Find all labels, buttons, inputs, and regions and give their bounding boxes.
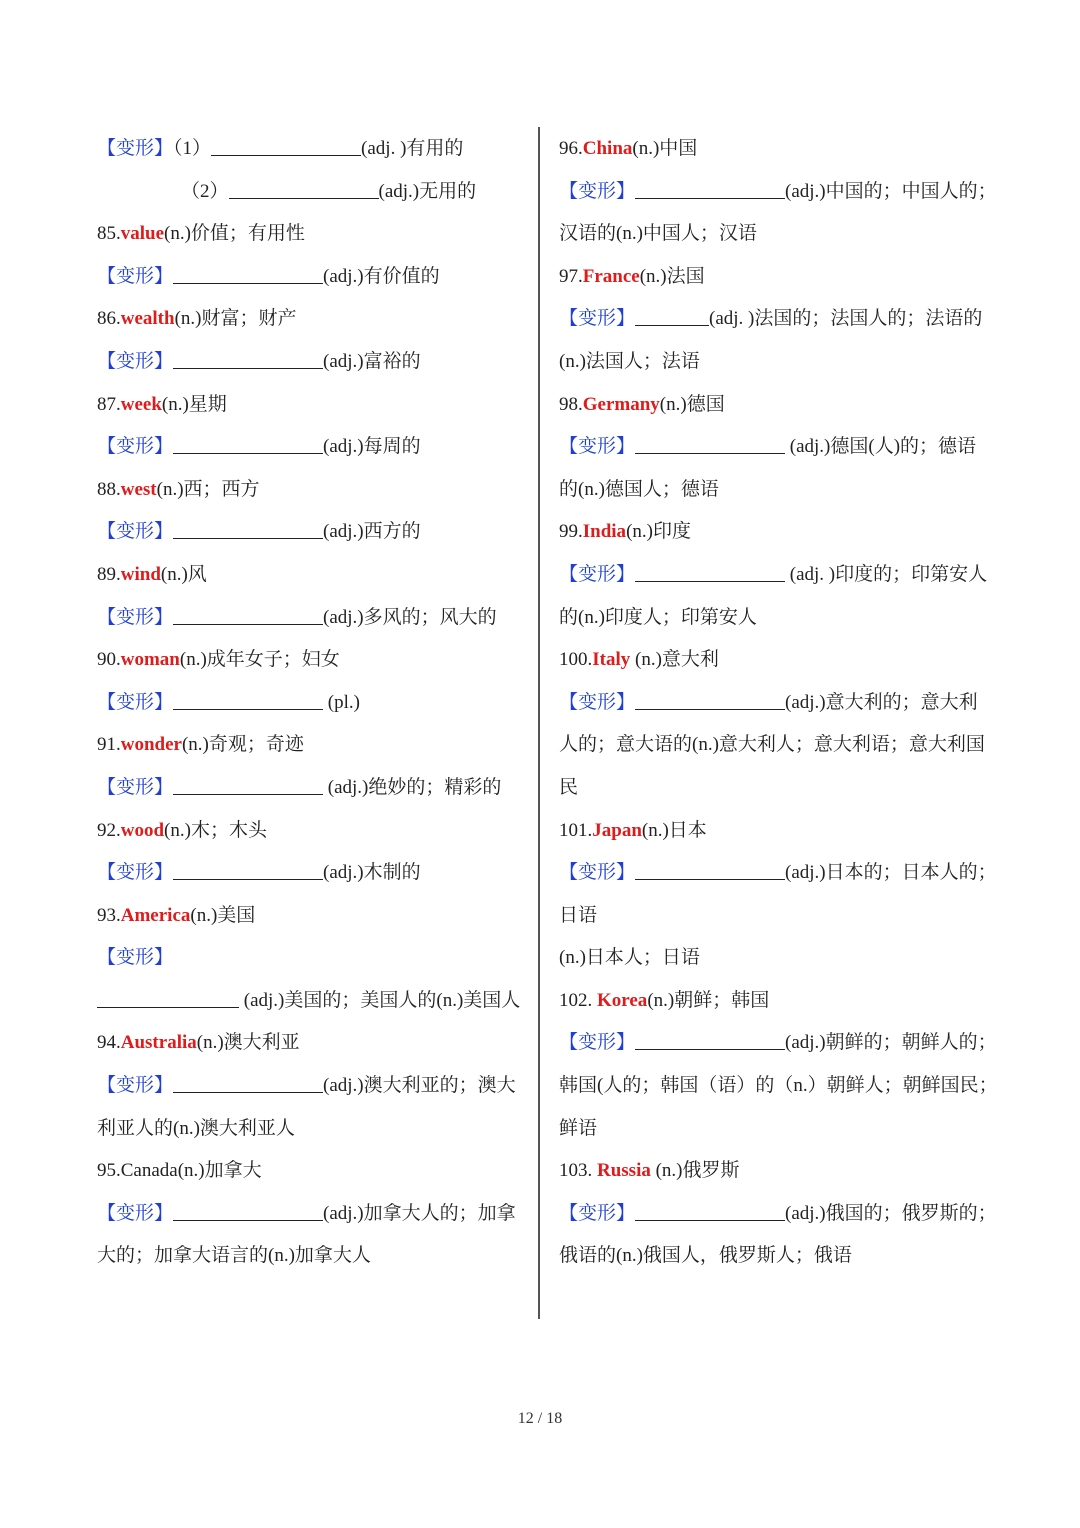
line-text: 民 — [559, 776, 579, 798]
entry-number: 91. — [97, 734, 121, 756]
vocab-word: Korea — [597, 989, 648, 1011]
entry-number: 100. — [559, 649, 593, 671]
fill-in-blank[interactable] — [173, 1072, 323, 1093]
entry-meaning: (n.)木；木头 — [164, 819, 267, 841]
derivation-tag: 【变形】 — [97, 436, 174, 458]
entry-meaning: (n.)美国 — [190, 904, 256, 926]
vocab-word: Japan — [592, 819, 642, 841]
entry-number: 103. — [559, 1160, 597, 1182]
line-text: 日语 — [559, 904, 598, 926]
derivation-tag: 【变形】 — [97, 606, 174, 628]
line-text: 的(n.)印度人；印第安人 — [559, 606, 757, 628]
fill-in-blank[interactable] — [229, 178, 379, 199]
derivation-tag: 【变形】 — [559, 1202, 636, 1224]
text-line — [97, 1235, 527, 1278]
derivation-tag: 【变形】 — [97, 521, 174, 543]
fill-in-blank[interactable] — [635, 433, 785, 454]
entry-meaning: (n.)价值；有用性 — [164, 223, 305, 245]
vocab-entry — [559, 256, 999, 299]
derivation-line — [97, 767, 527, 810]
derivation-tag: 【变形】 — [559, 563, 636, 585]
text-line — [559, 1235, 999, 1278]
vocab-entry — [559, 810, 999, 853]
derivation-tag: 【变形】 — [559, 180, 636, 202]
line-text: 大的；加拿大语言的(n.)加拿大人 — [97, 1245, 371, 1267]
entry-number: 88. — [97, 478, 121, 500]
fill-in-blank[interactable] — [173, 604, 323, 625]
derivation-line — [97, 682, 527, 725]
derivation-line — [97, 426, 527, 469]
fill-in-blank[interactable] — [173, 774, 323, 795]
left-column — [97, 128, 527, 1278]
vocab-word: Russia — [597, 1160, 651, 1182]
text-line — [559, 767, 999, 810]
fill-in-blank[interactable] — [173, 689, 323, 710]
derivation-continuation — [97, 980, 527, 1023]
derivation-line — [559, 554, 999, 597]
derivation-hint: (adj. )有用的 — [361, 138, 464, 159]
derivation-hint: (adj.)多风的；风大的 — [323, 606, 497, 628]
vocab-word: France — [582, 265, 640, 287]
derivation-line — [559, 1193, 999, 1236]
vocab-entry — [97, 895, 527, 938]
vocab-word: wood — [120, 819, 165, 841]
entry-number: 93. — [97, 904, 121, 926]
vocab-word: west — [120, 478, 157, 500]
entry-number: 102. — [559, 989, 597, 1011]
derivation-hint: (adj.)木制的 — [323, 862, 421, 884]
fill-in-blank[interactable] — [635, 305, 709, 326]
derivation-hint: (adj.)每周的 — [323, 436, 421, 458]
entry-number: 92. — [97, 819, 121, 841]
derivation-tag: 【变形】 — [97, 862, 174, 884]
vocab-word: Australia — [120, 1032, 197, 1054]
fill-in-blank[interactable] — [173, 263, 323, 284]
vocab-word: wonder — [120, 734, 182, 756]
column-divider — [538, 127, 540, 1319]
vocab-word: India — [582, 521, 627, 543]
derivation-tag: 【变形】 — [97, 138, 174, 159]
vocab-word: wind — [120, 563, 161, 585]
derivation-hint: (adj.)澳大利亚的；澳大 — [323, 1075, 516, 1097]
line-text: 鲜语 — [559, 1117, 598, 1139]
derivation-tag: 【变形】 — [97, 947, 174, 969]
derivation-line — [97, 852, 527, 895]
text-line — [559, 1108, 999, 1151]
fill-in-blank[interactable] — [173, 348, 323, 369]
vocab-word: Germany — [582, 393, 660, 415]
derivation-line — [559, 852, 999, 895]
derivation-hint: (adj.)有价值的 — [323, 265, 440, 287]
vocab-entry — [97, 384, 527, 427]
derivation-line — [559, 1022, 999, 1065]
fill-in-blank[interactable] — [173, 518, 323, 539]
fill-in-blank[interactable] — [97, 987, 239, 1008]
vocab-entry — [97, 724, 527, 767]
derivation-tag: 【变形】 — [97, 265, 174, 287]
derivation-hint: (adj.)朝鲜的；朝鲜人的； — [785, 1032, 997, 1054]
fill-in-blank[interactable] — [173, 433, 323, 454]
text-line — [97, 1150, 527, 1193]
text-line — [97, 1108, 527, 1151]
vocab-entry — [97, 639, 527, 682]
fill-in-blank[interactable] — [635, 1200, 785, 1221]
vocab-word: wealth — [120, 308, 175, 330]
derivation-tag: 【变形】 — [559, 308, 636, 330]
derivation-tag: 【变形】 — [559, 436, 636, 458]
line-text: 95.Canada(n.)加拿大 — [97, 1160, 262, 1182]
derivation-line — [559, 426, 999, 469]
vocab-word: value — [120, 223, 165, 245]
entry-meaning: (n.)成年女子；妇女 — [179, 649, 340, 671]
text-line — [559, 724, 999, 767]
text-line — [559, 1065, 999, 1108]
text-line — [559, 341, 999, 384]
entry-number: 99. — [559, 521, 583, 543]
vocab-entry — [97, 554, 527, 597]
entry-number: 97. — [559, 265, 583, 287]
derivation-line — [97, 1065, 527, 1108]
vocab-word: Italy — [592, 649, 631, 671]
page-number: 12 / 18 — [517, 1410, 563, 1427]
entry-meaning: (n.)财富；财产 — [174, 308, 297, 330]
vocab-entry — [97, 298, 527, 341]
derivation-line — [559, 171, 999, 214]
vocab-entry — [559, 511, 999, 554]
derivation-hint: (adj. )印度的；印第安人 — [785, 563, 988, 585]
derivation-hint: (adj. )法国的；法国人的；法语的 — [709, 308, 983, 330]
derivation-tag: 【变形】 — [97, 691, 174, 713]
fill-in-blank[interactable] — [211, 135, 361, 156]
derivation-tag: 【变形】 — [559, 1032, 636, 1054]
derivation-tag: 【变形】 — [97, 776, 174, 798]
entry-number: 98. — [559, 393, 583, 415]
derivation-hint: (adj.)加拿大人的；加拿 — [323, 1202, 516, 1224]
fill-in-blank[interactable] — [635, 1029, 785, 1050]
line-text: (n.)法国人；法语 — [559, 350, 700, 372]
derivation-hint: (adj.)俄国的；俄罗斯的； — [785, 1202, 997, 1224]
line-text: 俄语的(n.)俄国人，俄罗斯人；俄语 — [559, 1245, 852, 1267]
fill-in-blank[interactable] — [635, 859, 785, 880]
derivation-line — [97, 128, 527, 171]
derivation-hint: (adj.)日本的；日本人的； — [785, 862, 997, 884]
entry-meaning: (n.)星期 — [161, 393, 227, 415]
entry-meaning: (n.)奇观；奇迹 — [181, 734, 304, 756]
derivation-tag: 【变形】 — [97, 1075, 174, 1097]
derivation-tag: 【变形】 — [97, 350, 174, 372]
derivation-tag: 【变形】 — [97, 1202, 174, 1224]
derivation-hint: (adj.)无用的 — [378, 180, 477, 202]
entry-meaning: (n.)朝鲜；韩国 — [647, 989, 770, 1011]
right-column — [559, 128, 999, 1278]
vocab-entry — [97, 469, 527, 512]
line-text: 韩国(人的；韩国（语）的（n.）朝鲜人；朝鲜国民； — [559, 1075, 998, 1097]
entry-number: 87. — [97, 393, 121, 415]
blank-index: （1） — [173, 138, 212, 159]
derivation-tag: 【变形】 — [559, 691, 636, 713]
text-line — [559, 937, 999, 980]
vocab-entry — [559, 128, 999, 171]
derivation-line — [97, 341, 527, 384]
fill-in-blank[interactable] — [635, 178, 785, 199]
vocab-word: America — [120, 904, 191, 926]
fill-in-blank[interactable] — [635, 561, 785, 582]
line-text: (n.)日本人；日语 — [559, 947, 700, 969]
entry-meaning: (n.)意大利 — [630, 649, 719, 671]
vocab-entry — [97, 810, 527, 853]
line-text: 利亚人的(n.)澳大利亚人 — [97, 1117, 295, 1139]
vocab-entry — [97, 1022, 527, 1065]
vocab-entry — [559, 980, 999, 1023]
vocab-entry — [559, 384, 999, 427]
entry-meaning: (n.)法国 — [639, 265, 705, 287]
derivation-line — [559, 682, 999, 725]
vocab-word: China — [582, 138, 633, 159]
derivation-line — [97, 171, 527, 214]
text-line — [559, 597, 999, 640]
derivation-line — [97, 1193, 527, 1236]
derivation-line — [97, 511, 527, 554]
derivation-hint: (adj.)富裕的 — [323, 350, 421, 372]
entry-meaning: (n.)澳大利亚 — [196, 1032, 300, 1054]
fill-in-blank[interactable] — [635, 689, 785, 710]
entry-number: 85. — [97, 223, 121, 245]
text-line — [559, 469, 999, 512]
entry-number: 86. — [97, 308, 121, 330]
entry-number: 101. — [559, 819, 593, 841]
entry-number: 90. — [97, 649, 121, 671]
entry-meaning: (n.)风 — [160, 563, 207, 585]
text-line — [559, 213, 999, 256]
derivation-hint: (adj.)德国(人)的；德语 — [785, 436, 977, 458]
entry-meaning: (n.)中国 — [632, 138, 698, 159]
derivation-tag: 【变形】 — [559, 862, 636, 884]
fill-in-blank[interactable] — [173, 859, 323, 880]
derivation-hint: (adj.)西方的 — [323, 521, 421, 543]
text-line — [559, 895, 999, 938]
derivation-hint: (adj.)美国的；美国人的(n.)美国人 — [239, 989, 521, 1011]
entry-meaning: (n.)日本 — [641, 819, 707, 841]
entry-meaning: (n.)俄罗斯 — [650, 1160, 740, 1182]
vocab-entry — [559, 1150, 999, 1193]
derivation-hint: (pl.) — [323, 691, 360, 713]
line-text: 人的；意大语的(n.)意大利人；意大利语；意大利国 — [559, 734, 985, 756]
derivation-line — [97, 597, 527, 640]
derivation-hint: (adj.)中国的；中国人的； — [785, 180, 997, 202]
vocab-entry — [97, 213, 527, 256]
fill-in-blank[interactable] — [173, 1200, 323, 1221]
entry-number: 89. — [97, 563, 121, 585]
derivation-line — [559, 298, 999, 341]
derivation-hint: (adj.)意大利的；意大利 — [785, 691, 978, 713]
entry-meaning: (n.)西；西方 — [156, 478, 260, 500]
derivation-line — [97, 256, 527, 299]
derivation-hint: (adj.)绝妙的；精彩的 — [323, 776, 502, 798]
entry-meaning: (n.)德国 — [659, 393, 725, 415]
vocab-word: week — [120, 393, 162, 415]
blank-index: （2） — [181, 180, 229, 202]
vocab-word: woman — [120, 649, 180, 671]
line-text: 的(n.)德国人；德语 — [559, 478, 719, 500]
entry-meaning: (n.)印度 — [626, 521, 691, 543]
entry-number: 94. — [97, 1032, 121, 1054]
derivation-line — [97, 937, 527, 980]
vocab-entry — [559, 639, 999, 682]
line-text: 汉语的(n.)中国人；汉语 — [559, 223, 757, 245]
entry-number: 96. — [559, 138, 583, 159]
